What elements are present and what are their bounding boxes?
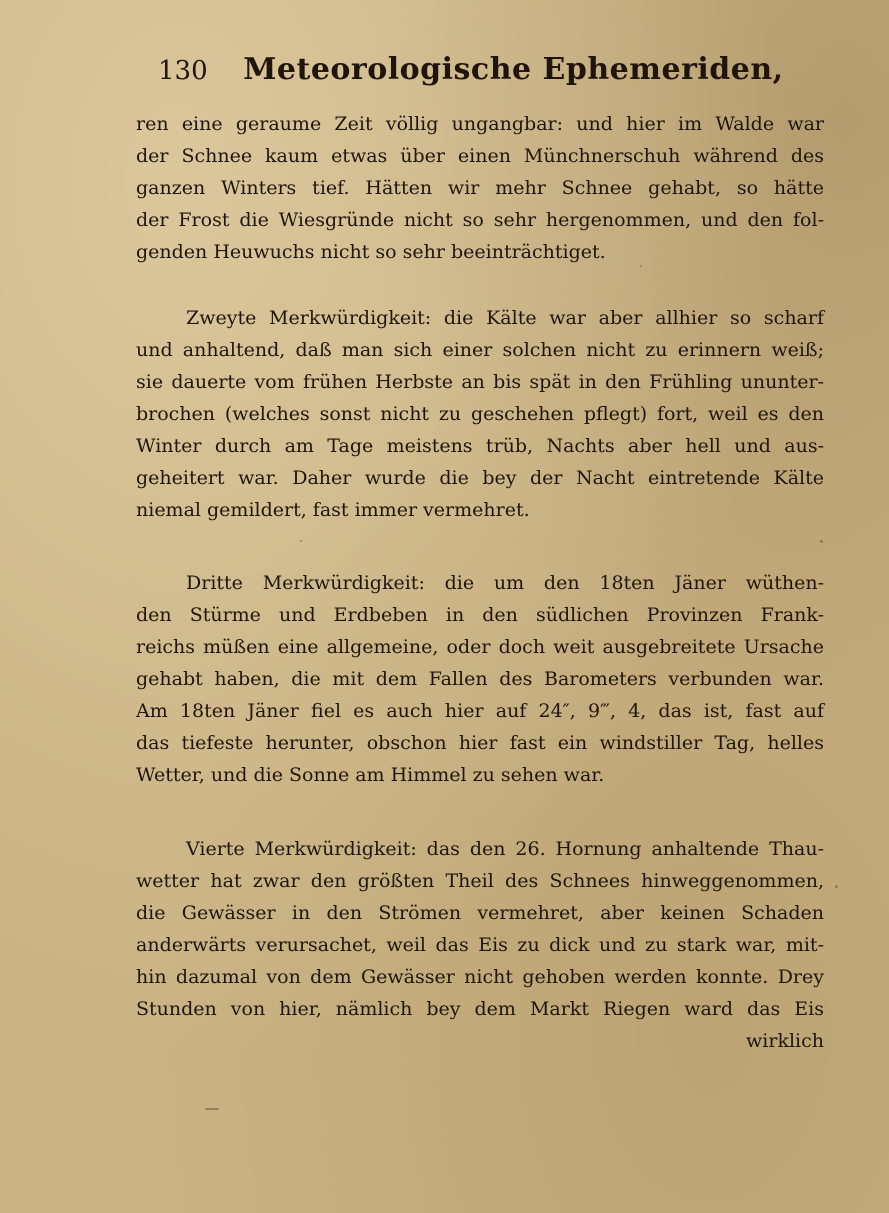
paragraph-4 <box>136 833 824 1057</box>
paragraph-1 <box>136 108 824 268</box>
text-line: Winter durch am Tage meistens trüb, Nachts aber hell und aus- <box>136 435 824 457</box>
text-line: niemal gemildert, fast immer vermehret. <box>136 499 530 521</box>
text-line: Am 18ten Jäner fiel es auch hier auf 24″, 9‴, 4, das ist, fast auf <box>136 700 824 722</box>
text-line: reichs müßen eine allgemeine, oder doch weit ausgebreitete Ursache <box>136 636 824 658</box>
paper-speck <box>820 540 823 543</box>
paragraph-3 <box>136 567 824 791</box>
page-number: 130 <box>158 56 208 86</box>
text-line: gehabt haben, die mit dem Fallen des Barometers verbunden war. <box>136 668 824 690</box>
text-line: das tiefeste herunter, obschon hier fast ein windstiller Tag, helles <box>136 732 824 754</box>
paper-speck <box>835 885 838 888</box>
text-line: wetter hat zwar den größten Theil des Schnees hinweggenommen, <box>136 870 824 892</box>
text-line: die Gewässer in den Strömen vermehret, aber keinen Schaden <box>136 902 824 924</box>
text-line: geheitert war. Daher wurde die bey der Nacht eintretende Kälte <box>136 467 824 489</box>
text-line: der Schnee kaum etwas über einen Münchnerschuh während des <box>136 145 824 167</box>
catchword: wirklich <box>746 1030 824 1052</box>
page-header <box>158 52 784 92</box>
text-line: ganzen Winters tief. Hätten wir mehr Schnee gehabt, so hätte <box>136 177 824 199</box>
paper-speck <box>300 540 302 542</box>
paragraph-2 <box>136 302 824 526</box>
text-line: den Stürme und Erdbeben in den südlichen Provinzen Frank- <box>136 604 824 626</box>
paper-speck <box>640 265 642 267</box>
text-line: ren eine geraume Zeit völlig ungangbar: und hier im Walde war <box>136 113 824 135</box>
text-line: Stunden von hier, nämlich bey dem Markt Riegen ward das Eis <box>136 998 824 1020</box>
text-line: hin dazumal von dem Gewässer nicht gehoben werden konnte. Drey <box>136 966 824 988</box>
running-title: Meteorologische Ephemeriden, <box>243 52 784 87</box>
text-line: Wetter, und die Sonne am Himmel zu sehen war. <box>136 764 605 786</box>
text-line: Zweyte Merkwürdigkeit: die Kälte war aber allhier so scharf <box>186 307 824 329</box>
text-line: und anhaltend, daß man sich einer solchen nicht zu erinnern weiß; <box>136 339 824 361</box>
text-line: der Frost die Wiesgründe nicht so sehr hergenommen, und den fol- <box>136 209 824 231</box>
text-line: Dritte Merkwürdigkeit: die um den 18ten Jäner wüthen- <box>186 572 824 594</box>
text-line: sie dauerte vom frühen Herbste an bis spät in den Frühling ununter- <box>136 371 824 393</box>
text-line: brochen (welches sonst nicht zu geschehen pflegt) fort, weil es den <box>136 403 824 425</box>
paper-speck <box>205 1108 219 1110</box>
text-line: Vierte Merkwürdigkeit: das den 26. Hornung anhaltende Thau- <box>186 838 824 860</box>
text-line: anderwärts verursachet, weil das Eis zu dick und zu stark war, mit- <box>136 934 824 956</box>
text-line: genden Heuwuchs nicht so sehr beeinträchtiget. <box>136 241 606 263</box>
